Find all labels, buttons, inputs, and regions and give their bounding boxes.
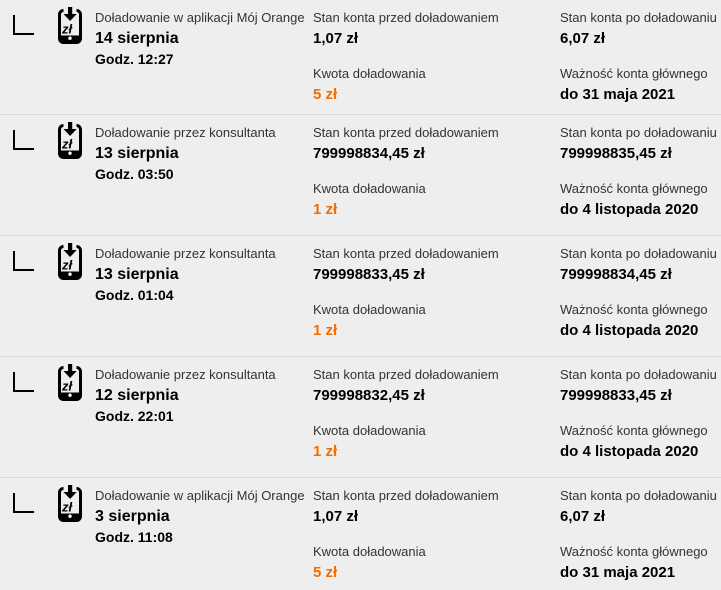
topup-amount-value: 1 zł	[313, 322, 338, 339]
phone-topup-icon	[53, 7, 87, 45]
topup-row	[0, 477, 721, 590]
balance-after-column	[560, 125, 717, 218]
topup-channel-label: Doładowanie przez konsultanta	[95, 125, 276, 140]
phone-topup-icon	[53, 485, 87, 523]
topup-summary	[95, 488, 305, 546]
row-select-checkbox[interactable]	[13, 493, 34, 513]
topup-amount-label: Kwota doładowania	[313, 544, 426, 559]
balance-before-label: Stan konta przed doładowaniem	[313, 10, 499, 25]
balance-after-label: Stan konta po doładowaniu	[560, 367, 717, 382]
topup-summary	[95, 246, 276, 304]
topup-amount-value: 5 zł	[313, 86, 338, 103]
validity-value: do 4 listopada 2020	[560, 322, 699, 339]
topup-time: Godz. 01:04	[95, 287, 174, 303]
topup-amount-label: Kwota doładowania	[313, 302, 426, 317]
balance-after-value: 799998835,45 zł	[560, 145, 672, 162]
svg-text:zł: zł	[62, 136, 73, 152]
topup-channel-label: Doładowanie przez konsultanta	[95, 367, 276, 382]
balance-before-label: Stan konta przed doładowaniem	[313, 367, 499, 382]
validity-label: Ważność konta głównego	[560, 181, 708, 196]
balance-before-label: Stan konta przed doładowaniem	[313, 488, 499, 503]
phone-topup-icon	[53, 364, 87, 402]
balance-before-column	[313, 367, 499, 460]
balance-after-column	[560, 10, 717, 103]
topup-amount-label: Kwota doładowania	[313, 181, 426, 196]
balance-after-label: Stan konta po doładowaniu	[560, 10, 717, 25]
topup-time: Godz. 12:27	[95, 51, 174, 67]
svg-text:zł: zł	[62, 257, 73, 273]
balance-before-column	[313, 488, 499, 581]
balance-before-column	[313, 125, 499, 218]
topup-row	[0, 114, 721, 235]
topup-row	[0, 356, 721, 477]
topup-amount-value: 5 zł	[313, 564, 338, 581]
topup-amount-label: Kwota doładowania	[313, 423, 426, 438]
validity-label: Ważność konta głównego	[560, 66, 708, 81]
balance-before-value: 799998834,45 zł	[313, 145, 425, 162]
topup-date: 12 sierpnia	[95, 387, 179, 404]
balance-after-column	[560, 246, 717, 339]
validity-value: do 4 listopada 2020	[560, 201, 699, 218]
topup-amount-label: Kwota doładowania	[313, 66, 426, 81]
topup-summary	[95, 367, 276, 425]
topup-date: 14 sierpnia	[95, 30, 179, 47]
validity-label: Ważność konta głównego	[560, 544, 708, 559]
row-select-checkbox[interactable]	[13, 251, 34, 271]
validity-label: Ważność konta głównego	[560, 423, 708, 438]
svg-text:zł: zł	[62, 21, 73, 37]
validity-value: do 31 maja 2021	[560, 86, 676, 103]
balance-after-label: Stan konta po doładowaniu	[560, 488, 717, 503]
topup-date: 13 sierpnia	[95, 266, 179, 283]
topup-summary	[95, 10, 305, 68]
balance-after-value: 6,07 zł	[560, 508, 606, 525]
validity-value: do 4 listopada 2020	[560, 443, 699, 460]
balance-after-column	[560, 367, 717, 460]
topup-time: Godz. 22:01	[95, 408, 174, 424]
balance-after-value: 6,07 zł	[560, 30, 606, 47]
topup-channel-label: Doładowanie w aplikacji Mój Orange	[95, 10, 305, 25]
row-select-checkbox[interactable]	[13, 130, 34, 150]
topup-time: Godz. 03:50	[95, 166, 174, 182]
topup-amount-value: 1 zł	[313, 201, 338, 218]
topup-time: Godz. 11:08	[95, 529, 173, 545]
balance-after-column	[560, 488, 717, 581]
topup-channel-label: Doładowanie w aplikacji Mój Orange	[95, 488, 305, 503]
topup-row	[0, 235, 721, 356]
balance-before-column	[313, 246, 499, 339]
topup-row	[0, 0, 721, 114]
phone-topup-icon	[53, 122, 87, 160]
balance-before-label: Stan konta przed doładowaniem	[313, 246, 499, 261]
phone-topup-icon	[53, 243, 87, 281]
balance-before-value: 799998832,45 zł	[313, 387, 425, 404]
validity-label: Ważność konta głównego	[560, 302, 708, 317]
row-select-checkbox[interactable]	[13, 372, 34, 392]
topup-date: 13 sierpnia	[95, 145, 179, 162]
row-select-checkbox[interactable]	[13, 15, 34, 35]
topup-date: 3 sierpnia	[95, 508, 170, 525]
svg-text:zł: zł	[62, 499, 73, 515]
topup-amount-value: 1 zł	[313, 443, 338, 460]
svg-text:zł: zł	[62, 378, 73, 394]
balance-before-value: 1,07 zł	[313, 30, 359, 47]
balance-after-value: 799998833,45 zł	[560, 387, 672, 404]
balance-before-value: 1,07 zł	[313, 508, 359, 525]
topup-summary	[95, 125, 276, 183]
validity-value: do 31 maja 2021	[560, 564, 676, 581]
balance-after-value: 799998834,45 zł	[560, 266, 672, 283]
balance-after-label: Stan konta po doładowaniu	[560, 246, 717, 261]
balance-before-column	[313, 10, 499, 103]
balance-before-value: 799998833,45 zł	[313, 266, 425, 283]
balance-after-label: Stan konta po doładowaniu	[560, 125, 717, 140]
topup-channel-label: Doładowanie przez konsultanta	[95, 246, 276, 261]
balance-before-label: Stan konta przed doładowaniem	[313, 125, 499, 140]
